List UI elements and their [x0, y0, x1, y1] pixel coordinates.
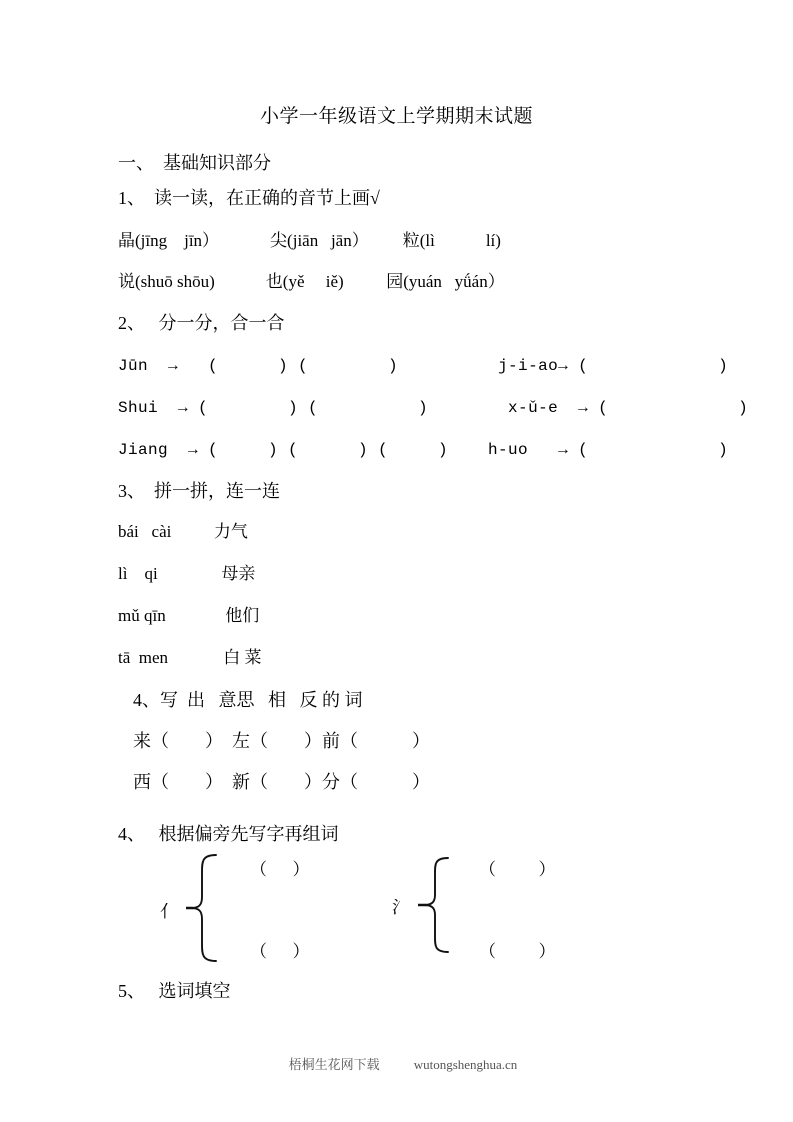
page-title: 小学一年级语文上学期期末试题: [259, 106, 533, 127]
exercise-1-row-1: 晶(jīng jīn） 尖(jiān jān） 粒(lì lí): [118, 231, 501, 250]
exercise-1-heading: 1、 读一读，在正确的音节上画√: [118, 188, 380, 208]
exercise-2-row-1: Jūn → ( ) ( ) j-i-ao→ ( ): [118, 357, 729, 375]
exercise-3-row-1: bái cài 力气: [118, 522, 248, 541]
curly-brace-right: [418, 855, 458, 960]
radical-shui-blank-bottom[interactable]: （ ）: [479, 942, 556, 961]
exercise-5-heading: 5、 选词填空: [118, 981, 231, 1001]
exercise-3-row-3: mǔ qīn 他们: [118, 606, 260, 625]
radical-ren-icon: 亻: [160, 902, 177, 921]
exercise-3-row-4: tā men 白 菜: [118, 648, 262, 667]
footer-watermark: [0, 1038, 793, 1089]
radical-ren-blank-top[interactable]: （ ）: [250, 860, 310, 879]
exercise-3-heading: 3、 拼一拼，连一连: [118, 481, 280, 501]
exercise-4a-heading: 4、写 出 意思 相 反 的 词: [133, 690, 363, 710]
exercise-2-heading: 2、 分一分，合一合: [118, 313, 285, 333]
curly-brace-left: [186, 852, 226, 969]
radical-shui-icon: 氵: [392, 898, 409, 917]
exercise-4a-row-2: 西（ ） 新（ ）分（ ）: [133, 772, 430, 792]
exercise-3-row-2: lì qi 母亲: [118, 564, 256, 583]
footer-url: wutongshenghua.cn: [413, 1057, 518, 1072]
radical-ren-blank-bottom[interactable]: （ ）: [250, 942, 310, 961]
exercise-1-row-2: 说(shuō shōu) 也(yě iě) 园(yuán yǘán）: [118, 272, 505, 291]
section-heading-basics: 一、 基础知识部分: [118, 153, 271, 173]
footer-site-name: 梧桐生花网下载: [288, 1057, 380, 1072]
exercise-4b-heading: 4、 根据偏旁先写字再组词: [118, 824, 339, 844]
radical-shui-blank-top[interactable]: （ ）: [479, 860, 556, 879]
exercise-2-row-2: Shui → ( ) ( ) x-ǔ-e → ( ): [118, 399, 749, 417]
exercise-4a-row-1: 来（ ） 左（ ）前（ ）: [133, 731, 430, 751]
exercise-2-row-3: Jiang → ( ) ( ) ( ) h-uo → ( ): [118, 441, 729, 459]
